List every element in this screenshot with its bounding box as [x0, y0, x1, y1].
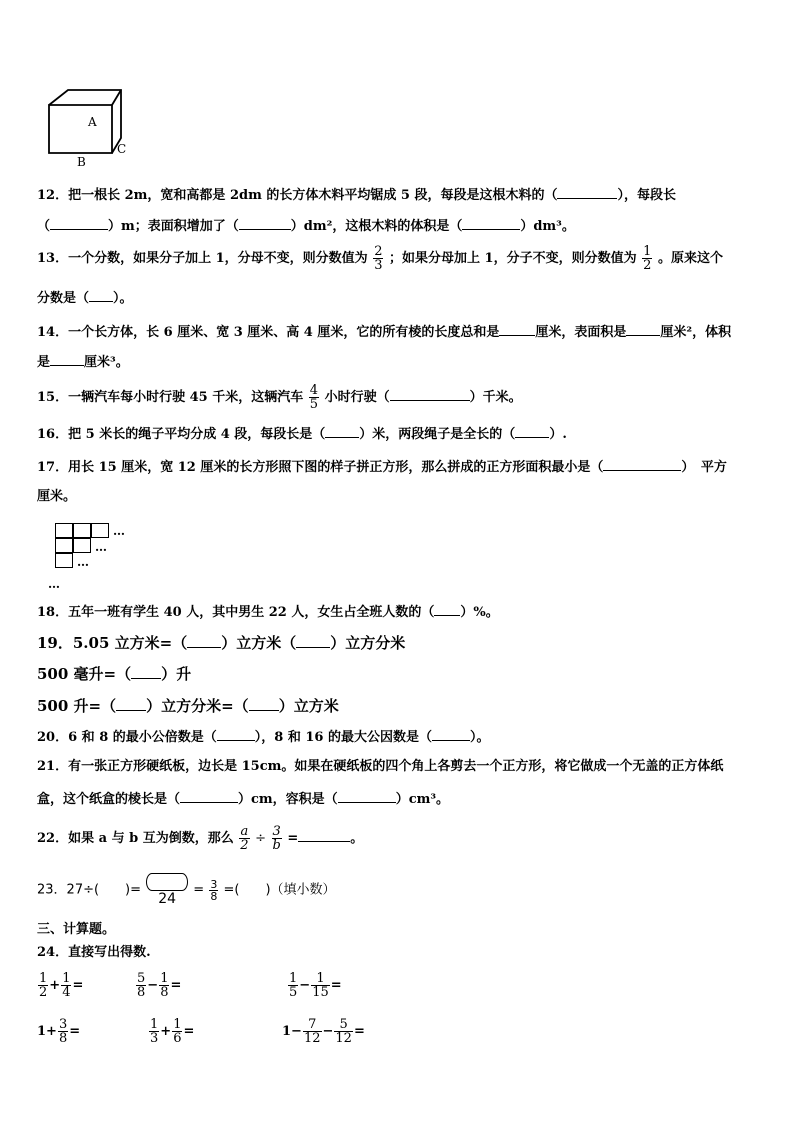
question-24-title: 24．直接写出得数. [37, 945, 151, 960]
question-19-line3: 500 升=（ ）立方分米=（ ）立方米 [37, 697, 339, 715]
question-13-line1: 13．一个分数，如果分子加上 1，分母不变，则分数值为 $\frac{2}{3}$ ；如果分母加上 1，分子不变，则分数值为 $\frac{1}{2}$ 。原来这个 [37, 244, 723, 273]
question-22: 22．如果 a 与 b 互为倒数，那么 $\frac{a}{2}$ ÷ $\frac{3}{b}$ = 。 [37, 824, 364, 853]
question-19-line2: 500 毫升=（ ）升 [37, 665, 192, 683]
tiling-dots-row2: … [95, 540, 107, 554]
calc-5-8-minus-1-8: $\frac{5}{8}$ − $\frac{1}{8}$ = [137, 971, 182, 1000]
question-14-line2: 是 厘米³。 [37, 355, 129, 370]
tiling-dots-row3: … [77, 555, 89, 569]
question-17-line2: 厘米。 [37, 489, 77, 504]
question-21-line1: 21．有一张正方形硬纸板，边长是 15cm。如果在硬纸板的四个角上各剪去一个正方形，将它做成一个无盖的正方体纸 [37, 759, 724, 774]
cube-label-c: C [117, 142, 127, 156]
question-14-line1: 14．一个长方体，长 6 厘米、宽 3 厘米、高 4 厘米，它的所有棱的长度总和是 厘米，表面积是 厘米²，体积 [37, 325, 732, 340]
section-3-heading: 三、计算题。 [37, 922, 116, 937]
question-15: 15．一辆汽车每小时行驶 45 千米，这辆汽车 $\frac{4}{5}$ 小时行驶（ ）千米。 [37, 383, 522, 412]
calc-1-minus-7-12-minus-5-12: 1− $\frac{7}{12}$ − $\frac{5}{12}$ = [282, 1017, 365, 1046]
question-17-line1: 17．用长 15 厘米，宽 12 厘米的长方形照下图的样子拼正方形，那么拼成的正方形面积最小是（ ） 平方 [37, 460, 727, 475]
fraction-blank-24: 24 [146, 873, 188, 907]
calc-1-5-minus-1-15: $\frac{1}{5}$ − $\frac{1}{15}$ = [289, 971, 342, 1000]
fraction-2-3: $\frac{2}{3}$ [374, 244, 383, 273]
fraction-1-2: $\frac{1}{2}$ [643, 244, 652, 273]
question-21-line2: 盒，这个纸盒的棱长是（ ）cm，容积是（ ）cm³。 [37, 792, 450, 807]
fraction-3-8: $\frac{3}{8}$ [210, 877, 218, 903]
calc-1-3-plus-1-6: $\frac{1}{3}$ + $\frac{1}{6}$ = [150, 1017, 195, 1046]
question-16: 16．把 5 米长的绳子平均分成 4 段，每段长是（ ）米，两段绳子是全长的（ ）. [37, 427, 567, 442]
calc-1-plus-3-8: 1+ $\frac{3}{8}$ = [37, 1017, 81, 1046]
question-19-line1: 19．5.05 立方米=（ ）立方米（ ）立方分米 [37, 634, 406, 652]
question-23: 23．27÷( )= 24 = $\frac{3}{8}$ =( )（填小数） [37, 873, 336, 907]
fraction-3-b: $\frac{3}{b}$ [272, 824, 281, 853]
question-13-line2: 分数是（ ）。 [37, 291, 133, 306]
calc-1-2-plus-1-4: $\frac{1}{2}$ + $\frac{1}{4}$ = [39, 971, 84, 1000]
fraction-4-5: $\frac{4}{5}$ [309, 383, 319, 412]
question-20: 20．6 和 8 的最小公倍数是（ ），8 和 16 的最大公因数是（ ）。 [37, 730, 490, 745]
fraction-a-2: $\frac{a}{2}$ [240, 824, 249, 853]
tiling-dots-row1: … [113, 524, 125, 538]
question-18: 18．五年一班有学生 40 人，其中男生 22 人，女生占全班人数的（ ）%。 [37, 605, 499, 620]
question-12-line1: 12．把一根长 2m，宽和高都是 2dm 的长方体木料平均锯成 5 段，每段是这根木料的（ ），每段长 [37, 188, 676, 203]
tiling-dots-row4: … [48, 577, 60, 591]
question-12-line2: （ ）m；表面积增加了（ ）dm²，这根木料的体积是（ ）dm³。 [37, 219, 575, 234]
cube-label-b: B [77, 155, 86, 169]
cube-label-a: A [88, 115, 97, 129]
